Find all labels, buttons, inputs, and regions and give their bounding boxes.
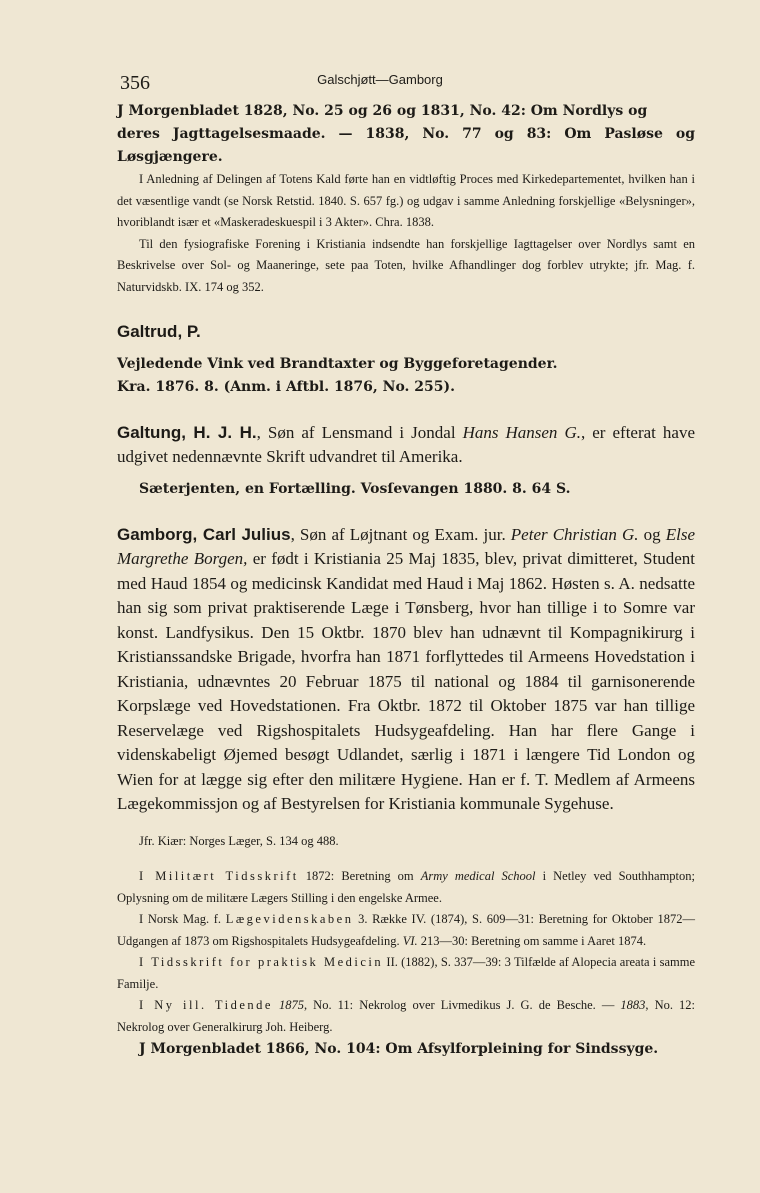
running-title: Galschjøtt—Gamborg: [317, 72, 443, 87]
gamborg-ref2: I Norsk Mag. f. Lægevidenskaben 3. Række IV. (1874), S. 609—31: Beretning for Oktober 1872—Udgangen af 1873 om Rigshospitalets Hudsygeafdeling. VI. 213—30: Beretning om samme i Aaret 1874.: [117, 912, 695, 948]
galschjott-para1: I Anledning af Delingen af Totens Kald førte han en vidtløftig Proces med Kirkedepartementet, hvilken han i det væsentlige vandt (se Norsk Retstid. 1840. S. 657 fg.) og udgav i samme Anledning forskjellige «Belysninger», hvoriblandt især et «Maskeradeskuespil i 3 Akter». Chra. 1838.: [117, 172, 695, 229]
galschjott-ref-line1: J Morgenbladet 1828, No. 25 og 26 og 1831, No. 42: Om Nordlys og: [117, 103, 648, 119]
gamborg-ref3: I Tidsskrift for praktisk Medicin II. (1882), S. 337—39: 3 Tilfælde af Alopecia areata i samme Familje.: [117, 955, 696, 991]
gamborg-ref4: I Ny ill. Tidende 1875, No. 11: Nekrolog over Livmedikus J. G. de Besche. — 1883, No. 12: Nekrolog over Generalkirurg Joh. Heiberg.: [117, 998, 696, 1034]
galtrud-entry: [117, 320, 695, 345]
page-number: 356: [120, 72, 150, 94]
galtrud-work-line2: Kra. 1876. 8. (Anm. i Aftbl. 1876, No. 255).: [117, 378, 456, 395]
gamborg-entry: Gamborg, Carl Julius, Søn af Løjtnant og Exam. jur. Peter Christian G. og Else Margrethe Borgen, er født i Kristiania 25 Maj 1835, blev, privat dimitteret, Student med Haud 1854 og medicinsk Kandidat med Haud i Maj 1862. Høsten s. A. nedsatte han sig som privat praktiserende Læge i Tønsberg, hvor han tillige i to Somre var konst. Landfysikus. Den 15 Oktbr. 1870 blev han udnævnt til Kompagnikirurg i Kristianssandske Brigade, hvorfra han 1871 forflyttedes til Armeens Hovedstation i Kristiania, udnævntes 20 Februar 1875 til national og 1884 til garnisonerende Korpslæge ved Hovedstationen. Fra Oktbr. 1872 til Oktober 1875 var han tillige Reservelæge ved Rigshospitalets Hudsygeafdeling. Han har flere Gange i videnskabeligt Øjemed besøgt Udlandet, særlig i 1871 i længere Tid London og Wien for at lægge sig efter den militære Hygiene. Han er f. T. Medlem af Armeens Lægekommissjon og af Bestyrelsen for Kristiania kommunale Sygehuse.: [117, 524, 695, 813]
gamborg-jfr: Jfr. Kiær: Norges Læger, S. 134 og 488.: [139, 833, 339, 848]
galschjott-para2: Til den fysiografiske Forening i Kristiania indsendte han forskjellige Iagttagelser over Nordlys samt en Beskrivelse over Sol- og Maaneringe, sete paa Toten, hvilke Afhandlinger dog forblev utrykte; jfr. Mag. f. Naturvidskb. IX. 174 og 352.: [117, 236, 695, 294]
gamborg-ref1: I Militært Tidsskrift 1872: Beretning om Army medical School i Netley ved Southhampton; Oplysning om de militære Lægers Stilling i den engelske Armee.: [117, 869, 695, 905]
galtung-work: Sæterjenten, en Fortælling. Vosſevangen 1880. 8. 64 S.: [139, 480, 571, 497]
gamborg-ref5: J Morgenbladet 1866, No. 104: Om Afsylforpleining for Sindssyge.: [139, 1041, 659, 1057]
text-column: [117, 100, 695, 1061]
galtung-entry: Galtung, H. J. H., Søn af Lensmand i Jondal Hans Hansen G., er efterat have udgivet nedennævnte Skrift udvandret til Amerika.: [117, 422, 696, 466]
galschjott-ref-line2: deres Jagttagelsesmaade. — 1838, No. 77 og 83: Om Pasløse og Løsgjængere.: [117, 126, 695, 165]
entry-name: Gamborg, Carl Julius: [117, 524, 291, 544]
galtrud-work-line1: Vejledende Vink ved Brandtaxter og Byggeforetagender.: [117, 355, 558, 372]
entry-name: Galtung, H. J. H.: [117, 422, 257, 442]
entry-name: Galtrud, P.: [117, 322, 201, 341]
